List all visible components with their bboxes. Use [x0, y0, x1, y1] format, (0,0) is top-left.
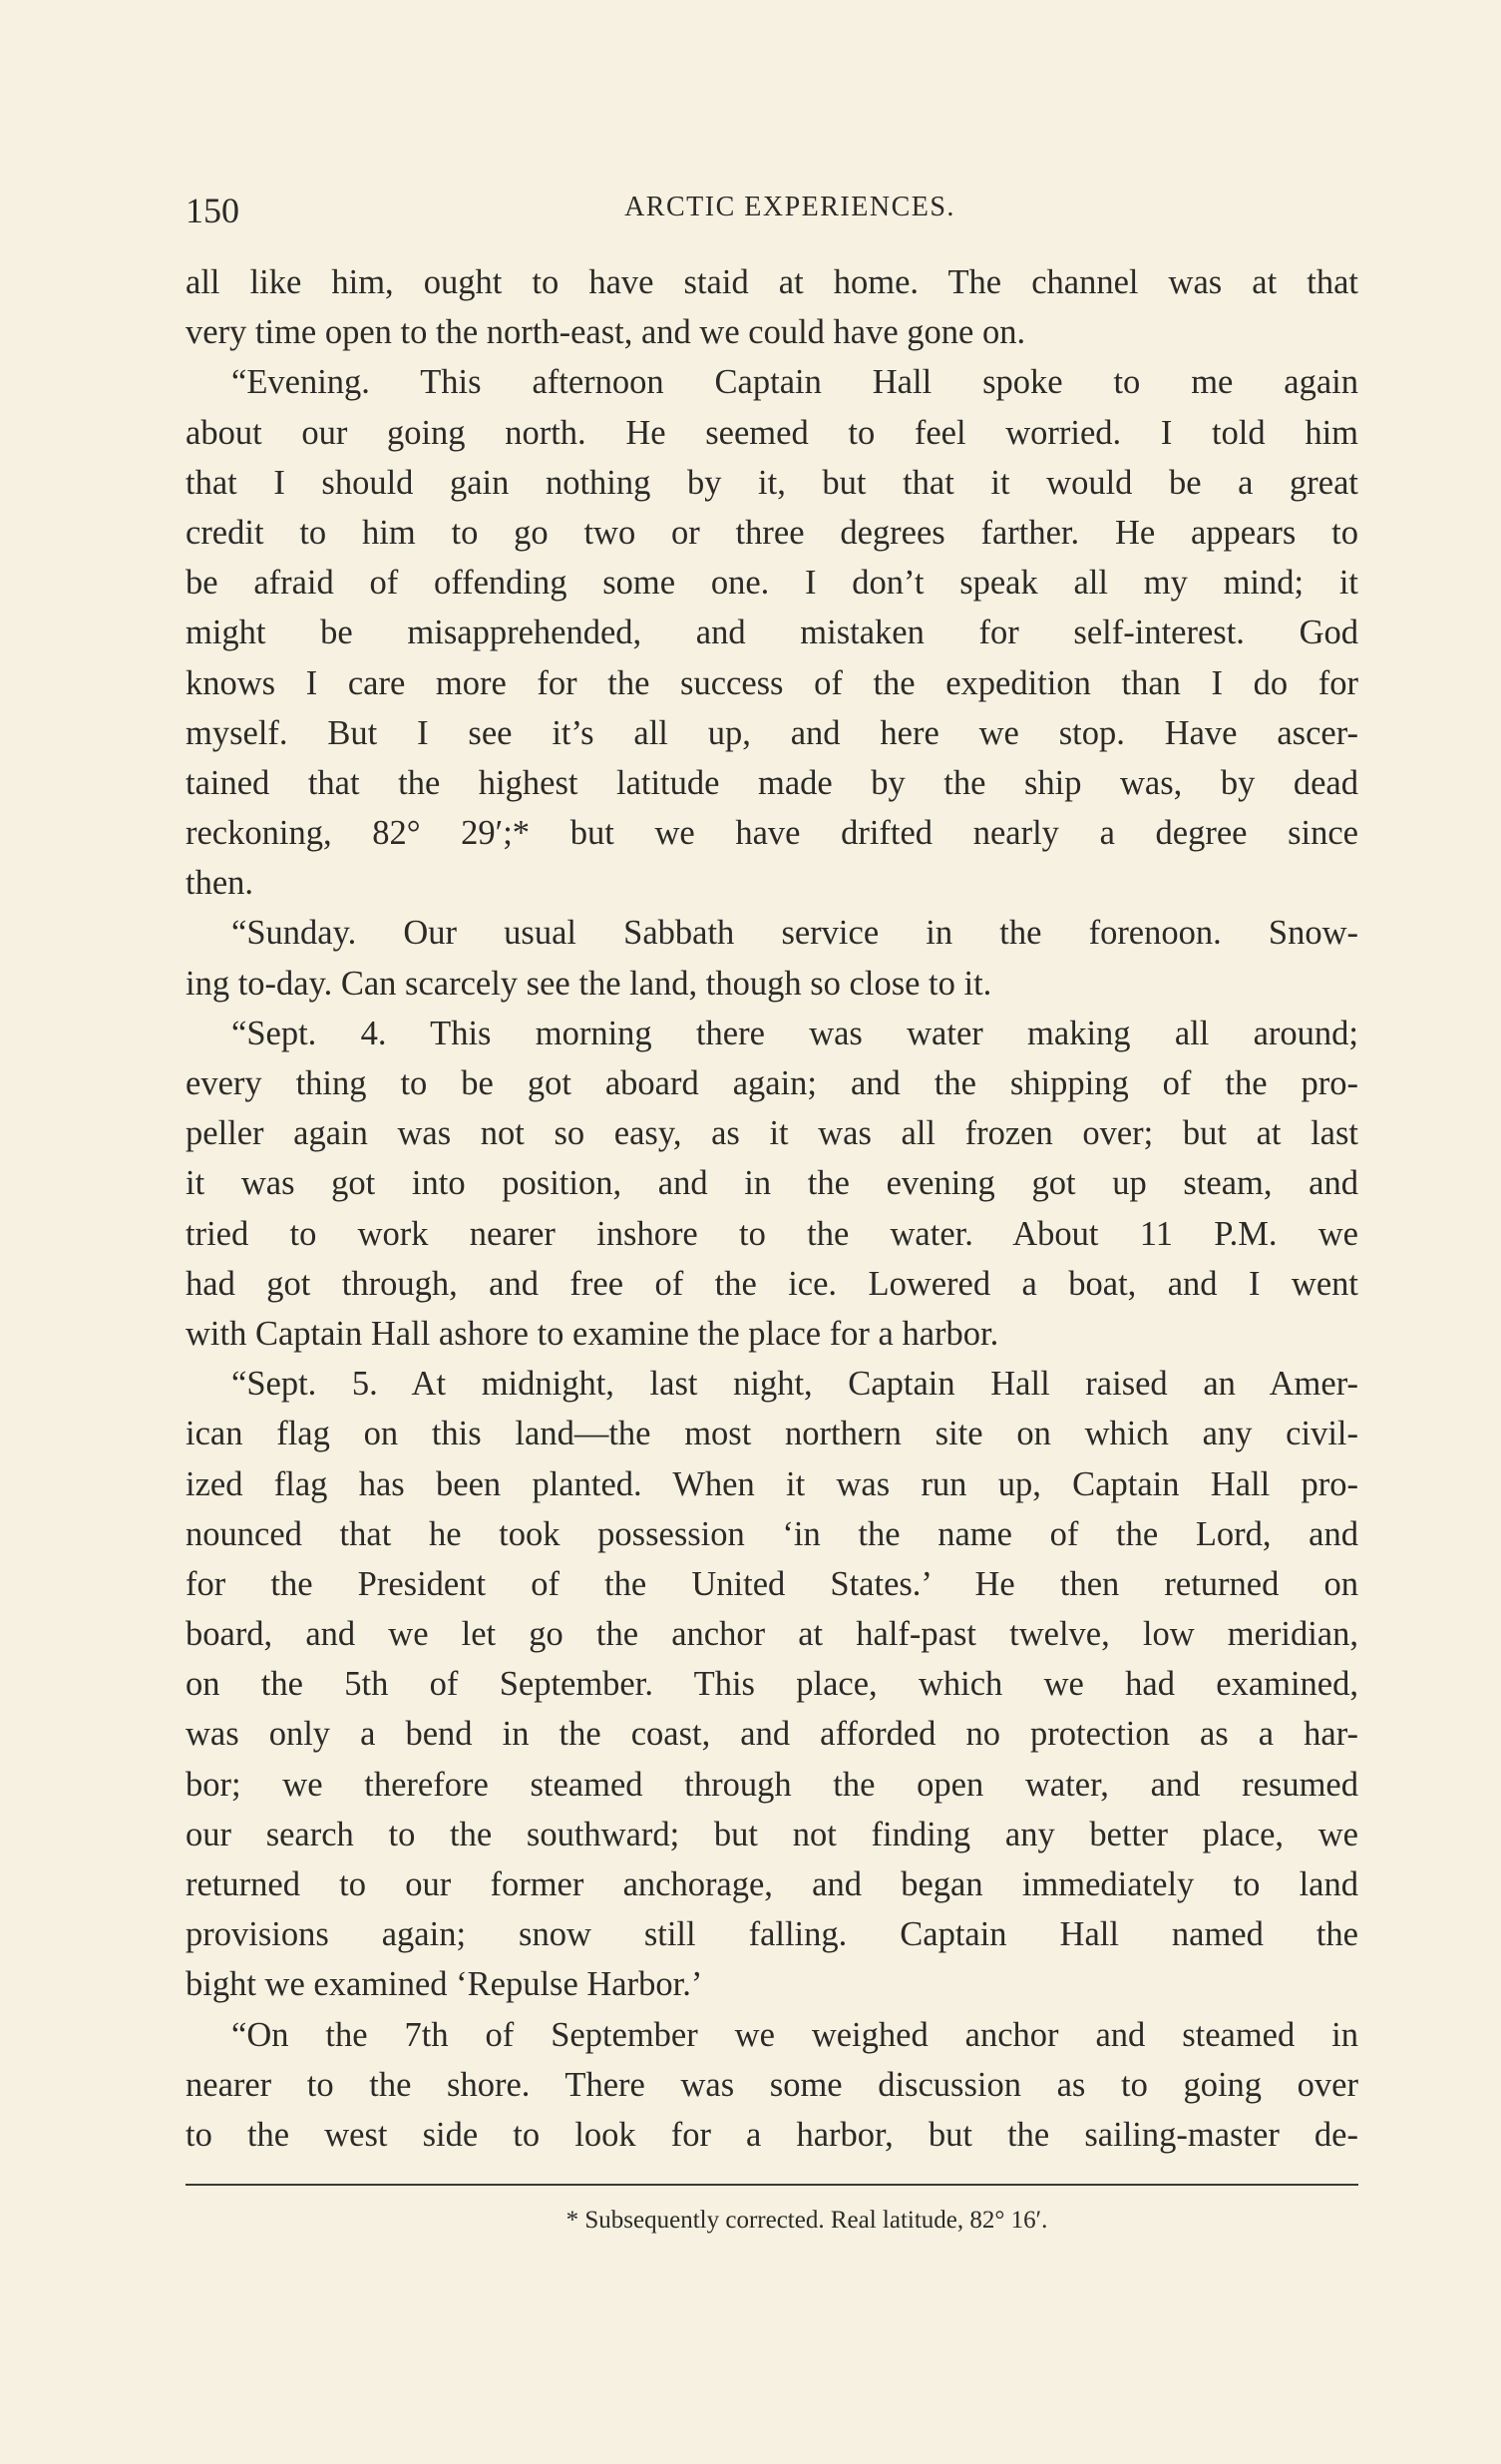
- text-line: to the west side to look for a harbor, but the sailing-master de-: [186, 2115, 1358, 2154]
- text-line: ized flag has been planted. When it was run up, Captain Hall pro-: [186, 1464, 1358, 1503]
- running-head: ARCTIC EXPERIENCES.: [624, 192, 955, 222]
- text-line: might be misapprehended, and mistaken for self-interest. God: [186, 614, 1358, 652]
- footnote-rule: [186, 2184, 1358, 2186]
- text-line: be afraid of offending some one. I don’t speak all my mind; it: [186, 564, 1358, 603]
- text-line: all like him, ought to have staid at home. The channel was at that: [186, 263, 1358, 301]
- text-line: “Sunday. Our usual Sabbath service in the forenoon. Snow-: [231, 914, 1358, 953]
- text-line: about our going north. He seemed to feel worried. I told him: [186, 413, 1358, 452]
- text-line: for the President of the United States.’ He then returned on: [186, 1564, 1358, 1603]
- text-line: tried to work nearer inshore to the water. About 11 P.M. we: [186, 1214, 1358, 1253]
- text-line: tained that the highest latitude made by the ship was, by dead: [186, 763, 1358, 802]
- text-line: our search to the southward; but not finding any better place, we: [186, 1815, 1358, 1853]
- page-header: [186, 190, 1358, 239]
- text-line: provisions again; snow still falling. Captain Hall named the: [186, 1915, 1358, 1954]
- text-line: every thing to be got aboard again; and the shipping of the pro-: [186, 1064, 1358, 1102]
- text-line: myself. But I see it’s all up, and here we stop. Have ascer-: [186, 713, 1358, 752]
- text-line: bight we examined ‘Repulse Harbor.’: [186, 1965, 703, 2004]
- text-line: “Sept. 4. This morning there was water making all around;: [231, 1014, 1358, 1052]
- text-line: had got through, and free of the ice. Lowered a boat, and I went: [186, 1264, 1358, 1303]
- text-line: “Sept. 5. At midnight, last night, Captain Hall raised an Amer-: [231, 1365, 1358, 1404]
- text-line: board, and we let go the anchor at half-past twelve, low meridian,: [186, 1615, 1358, 1654]
- text-line: peller again was not so easy, as it was all frozen over; but at last: [186, 1114, 1358, 1153]
- text-line: ican flag on this land—the most northern site on which any civil-: [186, 1415, 1358, 1453]
- text-line: that I should gain nothing by it, but that it would be a great: [186, 463, 1358, 502]
- text-line: it was got into position, and in the evening got up steam, and: [186, 1164, 1358, 1203]
- text-line: bor; we therefore steamed through the open water, and resumed: [186, 1765, 1358, 1804]
- body-text: [186, 257, 1358, 2160]
- text-line: reckoning, 82° 29′;* but we have drifted nearly a degree since: [186, 814, 1358, 853]
- text-line: “Evening. This afternoon Captain Hall spoke to me again: [231, 363, 1358, 402]
- text-line: was only a bend in the coast, and afforded no protection as a har-: [186, 1715, 1358, 1754]
- text-line: on the 5th of September. This place, which we had examined,: [186, 1665, 1358, 1704]
- text-line: nounced that he took possession ‘in the name of the Lord, and: [186, 1514, 1358, 1553]
- page-number: 150: [186, 191, 239, 230]
- text-line: credit to him to go two or three degrees farther. He appears to: [186, 513, 1358, 552]
- footnote: * Subsequently corrected. Real latitude, 82° 16′.: [565, 2207, 1048, 2234]
- text-line: then.: [186, 864, 254, 903]
- text-line: “On the 7th of September we weighed anchor and steamed in: [231, 2015, 1358, 2054]
- text-line: knows I care more for the success of the expedition than I do for: [186, 663, 1358, 702]
- text-line: with Captain Hall ashore to examine the place for a harbor.: [186, 1314, 999, 1353]
- text-line: ing to-day. Can scarcely see the land, though so close to it.: [186, 964, 992, 1003]
- text-line: returned to our former anchorage, and began immediately to land: [186, 1865, 1358, 1903]
- text-line: nearer to the shore. There was some discussion as to going over: [186, 2065, 1358, 2104]
- text-line: very time open to the north-east, and we could have gone on.: [186, 313, 1026, 352]
